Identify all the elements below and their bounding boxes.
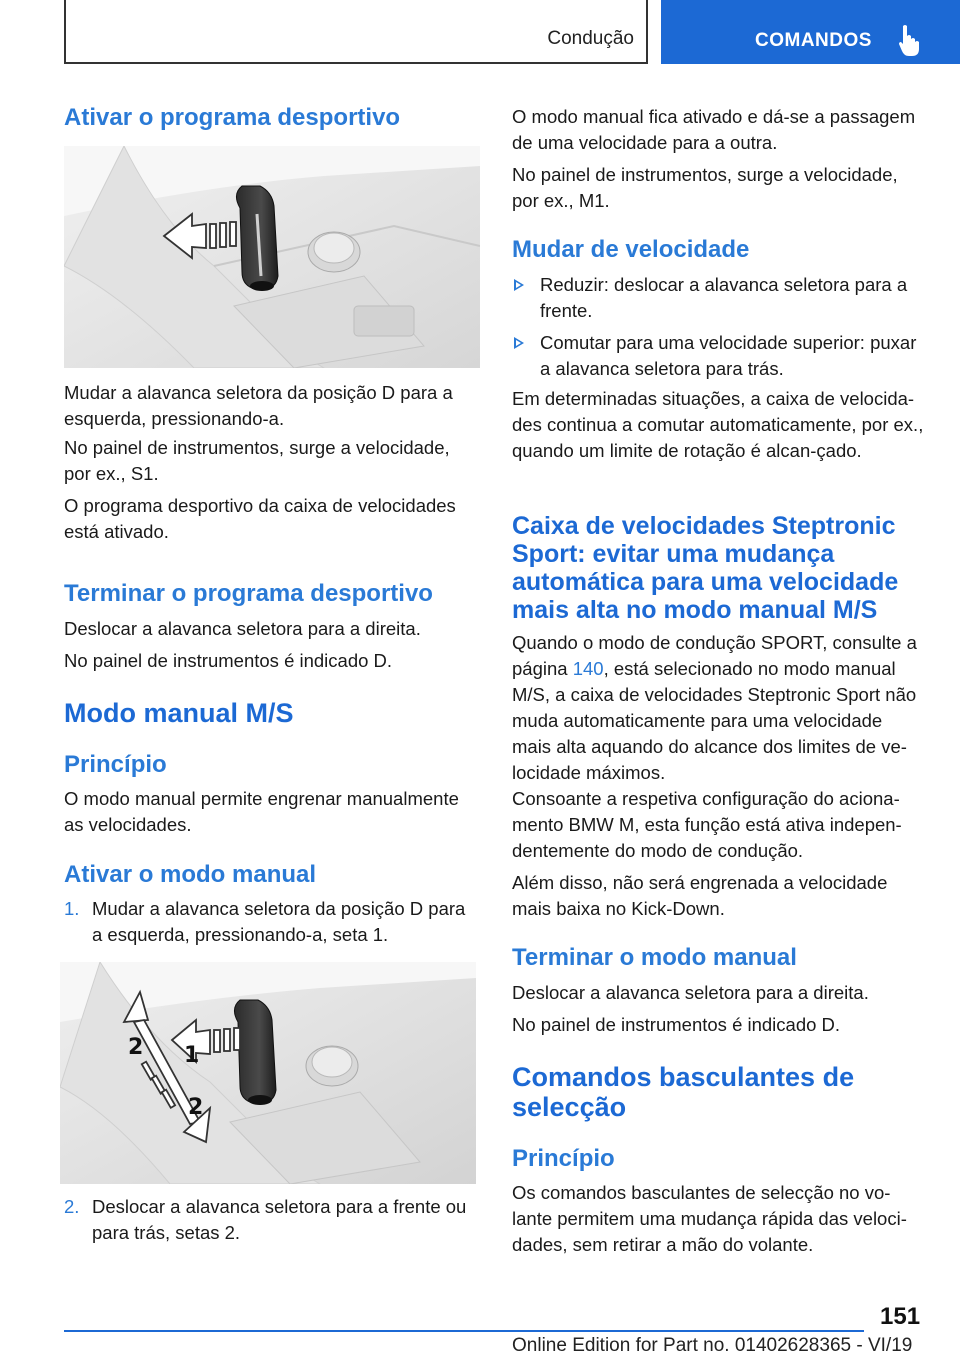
triangle-bullet-icon	[514, 279, 524, 291]
para-manual-principle: O modo manual permite engrenar manualmente as velocidades.	[64, 788, 459, 835]
page-number: 151	[880, 1303, 921, 1330]
para-text: Quando o modo de condução SPORT, consulte a página	[512, 632, 917, 679]
heading-change-gear: Mudar de velocidade	[512, 236, 750, 263]
para-display-m1: No painel de instrumentos, surge a velocidade, por ex., M1.	[512, 164, 898, 211]
header-section-title: Condução	[547, 28, 634, 49]
arrow-label-2-top: 2	[128, 1035, 144, 1060]
para-auto-shift: Em determinadas situações, a caixa de velocida-des continua a comutar automaticamente, por ex., quando um limite de rotação é alcan-çado.	[512, 388, 924, 461]
para-kickdown: Além disso, não será engrenada a velocidade mais baixa no Kick-Down.	[512, 872, 888, 919]
para-shift-right: Deslocar a alavanca seletora para a direita.	[64, 618, 421, 639]
footer-edition: Online Edition for Part no. 01402628365 - VI/19	[512, 1335, 913, 1356]
figure-selector-lever-manual	[60, 962, 476, 1184]
para-shift-right-2: Deslocar a alavanca seletora para a direita.	[512, 982, 869, 1003]
para-bmw-m: Consoante a respetiva configuração do aciona-mento BMW M, esta função está ativa indepen-dentemente do modo de condução.	[512, 788, 902, 861]
arrow-label-2-bottom: 2	[188, 1095, 204, 1120]
step-text: Mudar a alavanca seletora da posição D para a esquerda, pressionando-a, seta 1.	[92, 898, 466, 945]
step-number: 1.	[64, 898, 80, 919]
para-paddles: Os comandos basculantes de selecção no vo-lante permitem uma mudança rápida das veloci-dades, sem retirar a mão do volante.	[512, 1182, 907, 1255]
heading-activate-sport: Ativar o programa desportivo	[64, 104, 401, 131]
triangle-bullet-icon	[514, 337, 524, 349]
para-display-s1: No painel de instrumentos, surge a velocidade, por ex., S1.	[64, 437, 450, 484]
para-display-d: No painel de instrumentos é indicado D.	[64, 650, 393, 671]
header-section-box	[64, 0, 648, 64]
heading-activate-manual: Ativar o modo manual	[64, 861, 317, 888]
heading-principle-2: Princípio	[512, 1145, 615, 1172]
heading-line: Caixa de velocidades Steptronic	[512, 512, 896, 540]
heading-line: Sport: evitar uma mudança	[512, 540, 835, 568]
heading-line: selecção	[512, 1092, 627, 1122]
heading-principle: Princípio	[64, 751, 167, 778]
para-steptronic	[512, 630, 926, 786]
heading-end-sport: Terminar o programa desportivo	[64, 580, 433, 607]
heading-line: automática para uma velocidade	[512, 568, 899, 596]
para-display-d-2: No painel de instrumentos é indicado D.	[512, 1014, 841, 1035]
heading-line: Comandos basculantes de	[512, 1062, 855, 1092]
header-chapter-label: COMANDOS	[755, 30, 872, 51]
bullet-text: Comutar para uma velocidade superior: puxar a alavanca seletora para trás.	[540, 332, 917, 379]
header-chapter-tab	[661, 0, 960, 64]
step-number: 2.	[64, 1196, 80, 1217]
page-ref-link[interactable]: 140	[572, 658, 604, 679]
heading-line: mais alta no modo manual M/S	[512, 596, 878, 624]
pointing-hand-icon	[899, 24, 921, 56]
footer-rule	[64, 1330, 864, 1332]
para-manual-active: O modo manual fica ativado e dá-se a passagem de uma velocidade para a outra.	[512, 106, 916, 153]
heading-paddles	[512, 1062, 926, 1122]
para-sport-active: O programa desportivo da caixa de velocidades está ativado.	[64, 495, 456, 542]
arrow-label-1: 1	[184, 1043, 200, 1068]
figure-selector-lever-sport	[64, 146, 480, 368]
heading-steptronic-sport	[512, 512, 926, 624]
step-text: Deslocar a alavanca seletora para a frente ou para trás, setas 2.	[92, 1196, 467, 1243]
heading-end-manual: Terminar o modo manual	[512, 944, 797, 971]
para-text: , está selecionado no modo manual M/S, a caixa de velocidades Steptronic Sport não muda automaticamente para uma velocidade mais alta aquando do alcance dos limites de ve-locidade máximos.	[512, 658, 917, 783]
bullet-text: Reduzir: deslocar a alavanca seletora para a frente.	[540, 274, 908, 321]
heading-manual-mode: Modo manual M/S	[64, 698, 294, 728]
para-shift-left: Mudar a alavanca seletora da posição D para a esquerda, pressionando-a.	[64, 382, 453, 429]
